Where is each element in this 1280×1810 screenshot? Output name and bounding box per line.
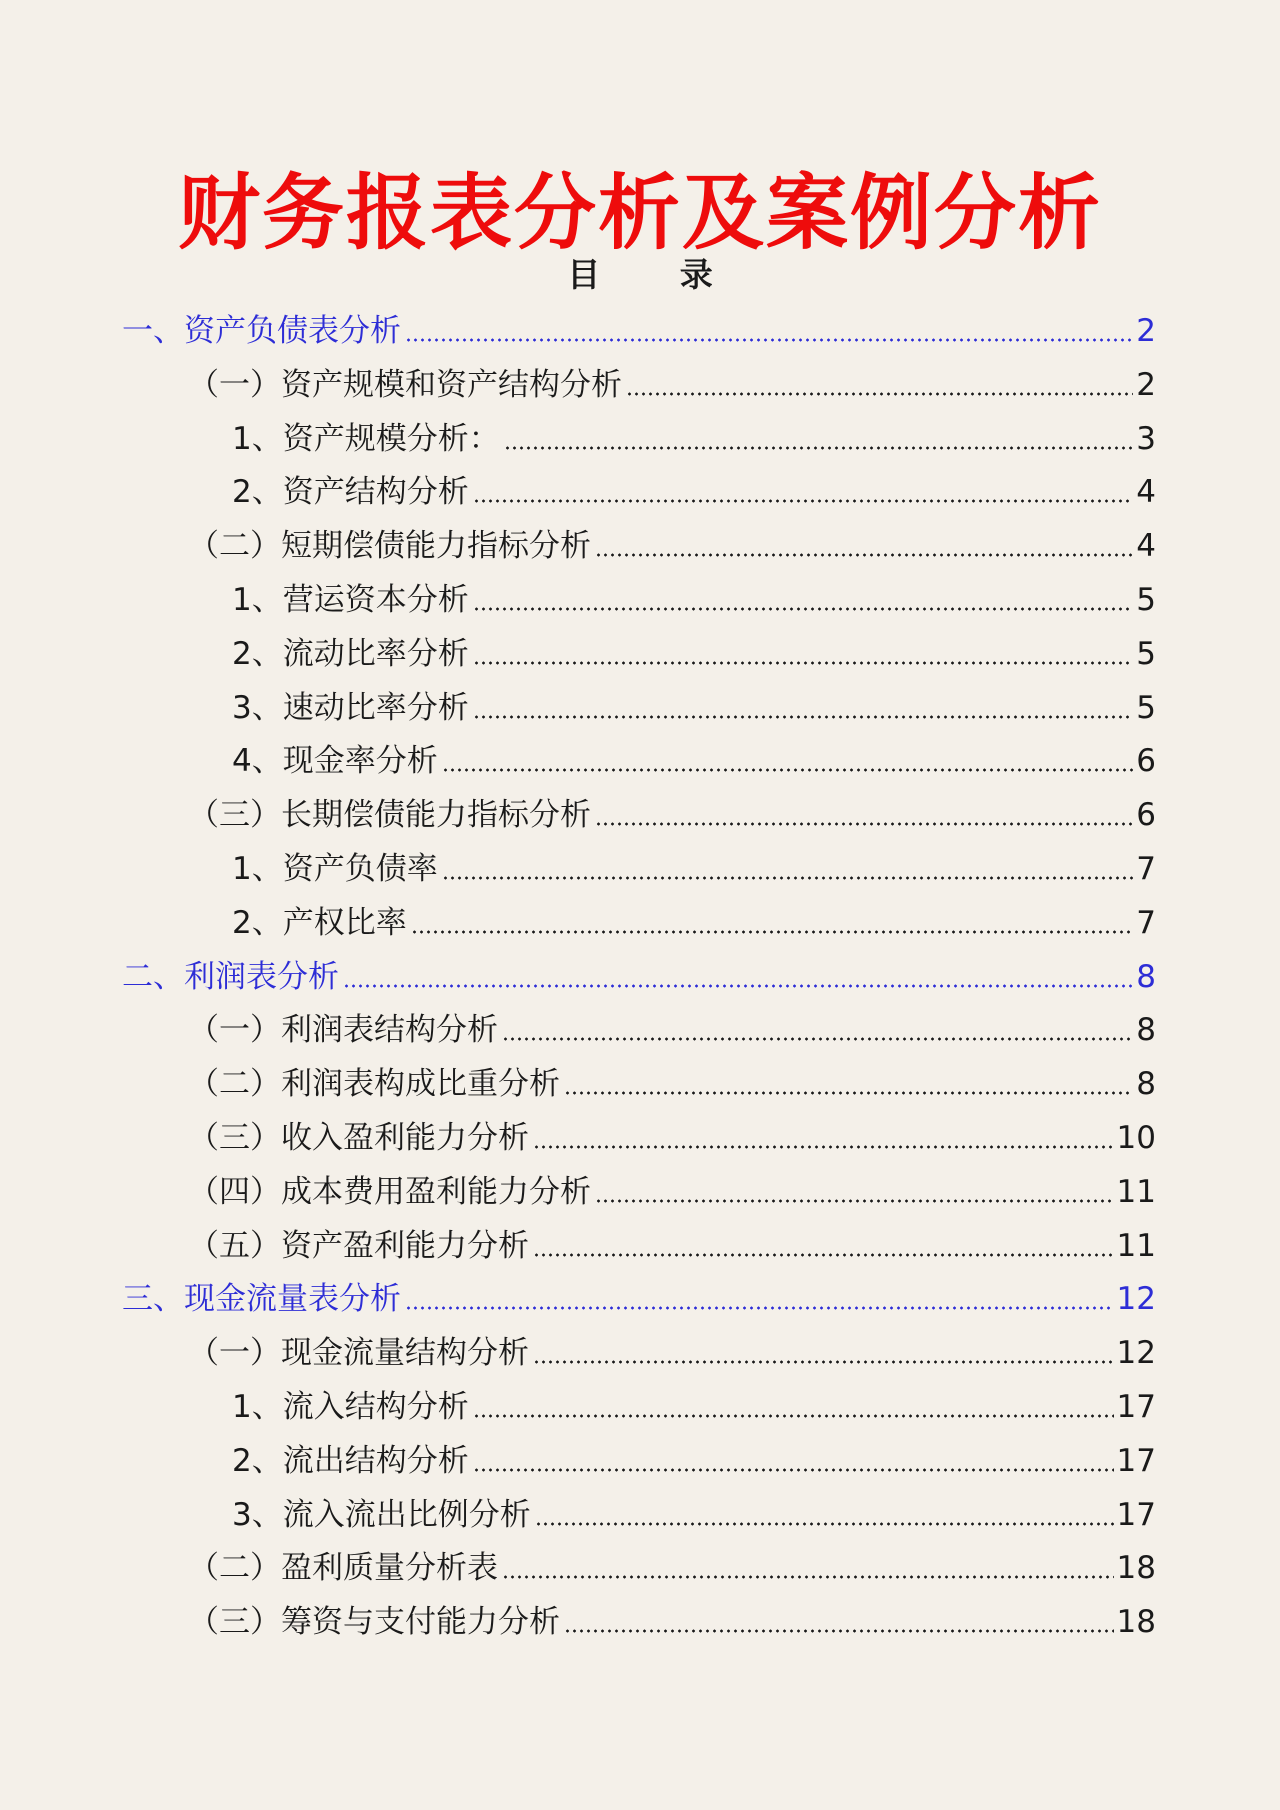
toc-entry-level-1[interactable] bbox=[122, 1272, 1156, 1326]
toc-entry-title: （三）筹资与支付能力分析 bbox=[188, 1604, 560, 1640]
toc-entry-title: （一）利润表结构分析 bbox=[188, 1012, 498, 1048]
toc-entry-title: 三、现金流量表分析 bbox=[122, 1281, 401, 1317]
toc-entry-page-number: 8 bbox=[1136, 1066, 1156, 1102]
dot-leader bbox=[405, 1306, 1114, 1310]
dot-leader bbox=[473, 499, 1134, 503]
toc-entry-page-number: 8 bbox=[1136, 1012, 1156, 1048]
dot-leader bbox=[442, 768, 1134, 772]
toc-entry-title: 3、流入流出比例分析 bbox=[232, 1497, 531, 1533]
toc-entry-level-3[interactable] bbox=[232, 1488, 1156, 1542]
dot-leader bbox=[504, 446, 1134, 450]
toc-entry-level-3[interactable] bbox=[232, 896, 1156, 950]
toc-entry-title: （二）短期偿债能力指标分析 bbox=[188, 528, 591, 564]
toc-entry-level-2[interactable] bbox=[188, 1003, 1156, 1057]
toc-entry-page-number: 17 bbox=[1116, 1389, 1156, 1425]
dot-leader bbox=[564, 1629, 1114, 1633]
toc-entry-title: 1、流入结构分析 bbox=[232, 1389, 469, 1425]
dot-leader bbox=[502, 1575, 1114, 1579]
toc-entry-title: 1、营运资本分析 bbox=[232, 582, 469, 618]
toc-entry-title: 2、流出结构分析 bbox=[232, 1443, 469, 1479]
toc-entry-title: （一）资产规模和资产结构分析 bbox=[188, 367, 622, 403]
toc-entry-title: 2、产权比率 bbox=[232, 905, 407, 941]
toc-entry-title: （四）成本费用盈利能力分析 bbox=[188, 1174, 591, 1210]
toc-entry-page-number: 6 bbox=[1136, 743, 1156, 779]
toc-entry-level-2[interactable] bbox=[188, 1165, 1156, 1219]
toc-entry-page-number: 18 bbox=[1116, 1550, 1156, 1586]
toc-entry-title: （五）资产盈利能力分析 bbox=[188, 1228, 529, 1264]
toc-entry-level-2[interactable] bbox=[188, 358, 1156, 412]
toc-entry-level-2[interactable] bbox=[188, 1595, 1156, 1649]
dot-leader bbox=[595, 553, 1133, 557]
toc-entry-page-number: 11 bbox=[1116, 1174, 1156, 1210]
toc-entry-level-2[interactable] bbox=[188, 1541, 1156, 1595]
toc-entry-page-number: 17 bbox=[1116, 1497, 1156, 1533]
toc-entry-level-3[interactable] bbox=[232, 573, 1156, 627]
toc-entry-page-number: 5 bbox=[1136, 690, 1156, 726]
toc-entry-page-number: 3 bbox=[1136, 421, 1156, 457]
toc-entry-title: 二、利润表分析 bbox=[122, 959, 339, 995]
toc-entry-page-number: 7 bbox=[1136, 851, 1156, 887]
toc-entry-level-3[interactable] bbox=[232, 1380, 1156, 1434]
dot-leader bbox=[595, 1199, 1114, 1203]
dot-leader bbox=[626, 392, 1133, 396]
dot-leader bbox=[502, 1037, 1133, 1041]
toc-entry-page-number: 17 bbox=[1116, 1443, 1156, 1479]
toc-entry-page-number: 6 bbox=[1136, 797, 1156, 833]
toc-entry-title: （一）现金流量结构分析 bbox=[188, 1335, 529, 1371]
dot-leader bbox=[533, 1145, 1114, 1149]
toc-entry-page-number: 5 bbox=[1136, 636, 1156, 672]
toc-entry-page-number: 10 bbox=[1116, 1120, 1156, 1156]
toc-entry-title: （三）长期偿债能力指标分析 bbox=[188, 797, 591, 833]
dot-leader bbox=[535, 1522, 1114, 1526]
toc-entry-level-3[interactable] bbox=[232, 681, 1156, 735]
dot-leader bbox=[533, 1360, 1114, 1364]
toc-entry-level-2[interactable] bbox=[188, 1111, 1156, 1165]
dot-leader bbox=[473, 1468, 1114, 1472]
toc-entry-level-3[interactable] bbox=[232, 734, 1156, 788]
toc-entry-page-number: 11 bbox=[1116, 1228, 1156, 1264]
dot-leader bbox=[411, 930, 1134, 934]
dot-leader bbox=[405, 338, 1133, 342]
dot-leader bbox=[473, 661, 1134, 665]
toc-entry-title: 2、流动比率分析 bbox=[232, 636, 469, 672]
toc-entry-page-number: 12 bbox=[1116, 1281, 1156, 1317]
toc-entry-level-3[interactable] bbox=[232, 627, 1156, 681]
dot-leader bbox=[473, 1414, 1114, 1418]
dot-leader bbox=[473, 715, 1134, 719]
toc-entry-level-1[interactable] bbox=[122, 304, 1156, 358]
dot-leader bbox=[595, 822, 1133, 826]
toc-entry-title: 一、资产负债表分析 bbox=[122, 313, 401, 349]
toc-entry-page-number: 8 bbox=[1136, 959, 1156, 995]
toc-entry-title: （二）盈利质量分析表 bbox=[188, 1550, 498, 1586]
toc-entry-level-2[interactable] bbox=[188, 1057, 1156, 1111]
toc-entry-title: 4、现金率分析 bbox=[232, 743, 438, 779]
toc-entry-page-number: 2 bbox=[1136, 313, 1156, 349]
toc-entry-level-3[interactable] bbox=[232, 842, 1156, 896]
toc-entry-level-2[interactable] bbox=[188, 1326, 1156, 1380]
toc-entry-level-2[interactable] bbox=[188, 1219, 1156, 1273]
toc-entry-page-number: 12 bbox=[1116, 1335, 1156, 1371]
toc-entry-title: 3、速动比率分析 bbox=[232, 690, 469, 726]
toc-entry-level-1[interactable] bbox=[122, 950, 1156, 1004]
dot-leader bbox=[533, 1253, 1114, 1257]
toc-entry-level-2[interactable] bbox=[188, 519, 1156, 573]
toc-entry-page-number: 4 bbox=[1136, 528, 1156, 564]
toc-entry-page-number: 5 bbox=[1136, 582, 1156, 618]
toc-entry-page-number: 18 bbox=[1116, 1604, 1156, 1640]
toc-entry-level-3[interactable] bbox=[232, 412, 1156, 466]
toc-entry-page-number: 4 bbox=[1136, 474, 1156, 510]
dot-leader bbox=[564, 1091, 1133, 1095]
dot-leader bbox=[473, 607, 1134, 611]
toc-entry-title: 1、资产规模分析： bbox=[232, 421, 500, 457]
dot-leader bbox=[343, 984, 1133, 988]
dot-leader bbox=[442, 876, 1134, 880]
toc-entry-title: （二）利润表构成比重分析 bbox=[188, 1066, 560, 1102]
toc-entry-level-3[interactable] bbox=[232, 465, 1156, 519]
toc-entry-level-2[interactable] bbox=[188, 788, 1156, 842]
toc-entry-page-number: 7 bbox=[1136, 905, 1156, 941]
toc-entry-title: 1、资产负债率 bbox=[232, 851, 438, 887]
toc-entry-title: （三）收入盈利能力分析 bbox=[188, 1120, 529, 1156]
toc-entry-level-3[interactable] bbox=[232, 1434, 1156, 1488]
toc-heading: 目 录 bbox=[567, 255, 747, 294]
document-title: 财务报表分析及案例分析 bbox=[177, 165, 1102, 261]
toc-entry-title: 2、资产结构分析 bbox=[232, 474, 469, 510]
toc-entry-page-number: 2 bbox=[1136, 367, 1156, 403]
